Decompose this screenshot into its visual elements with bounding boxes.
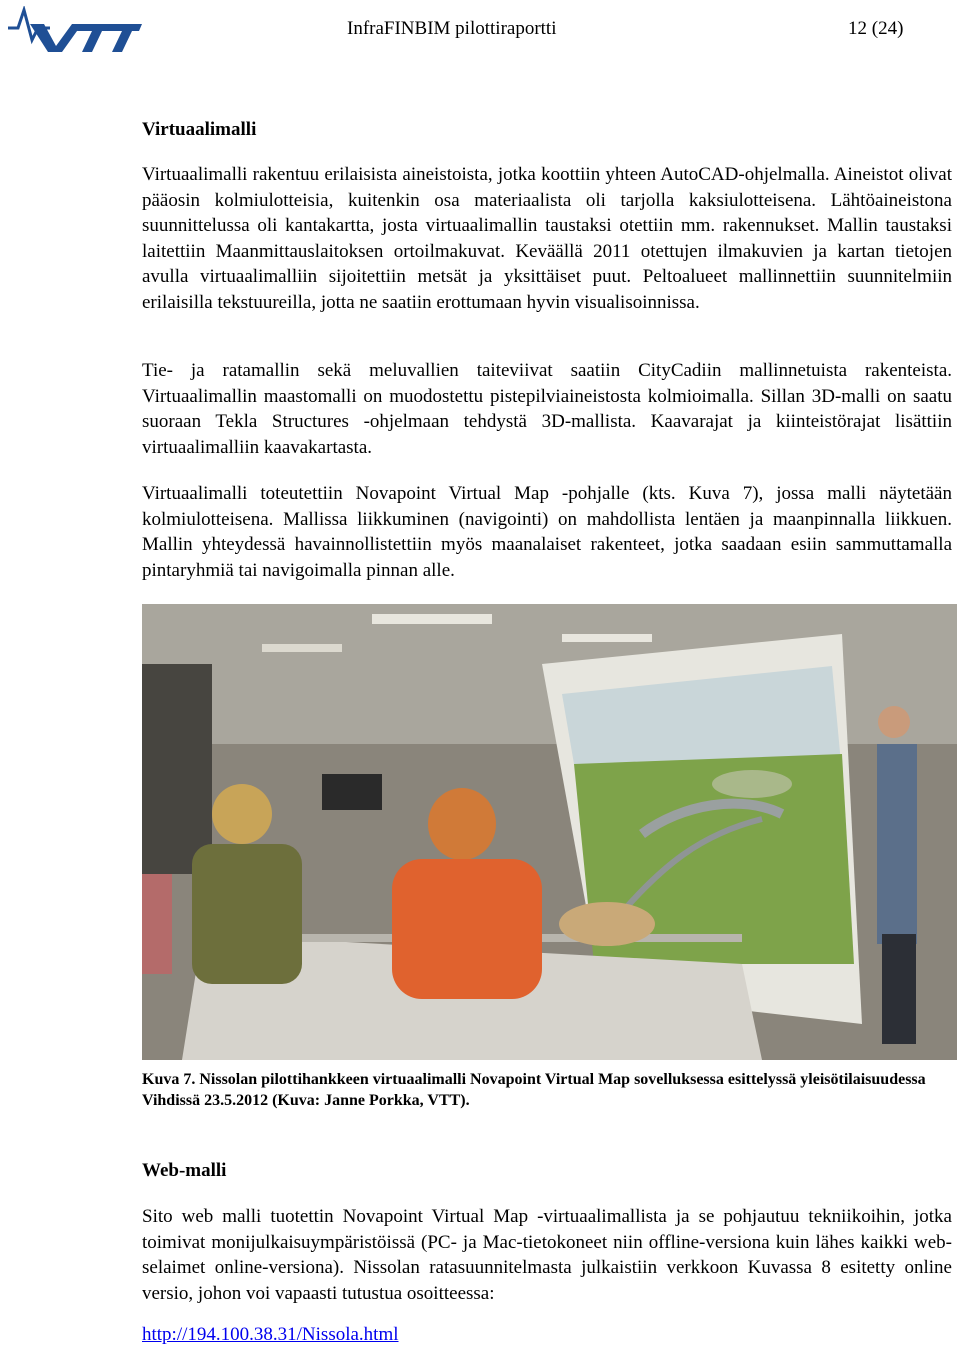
section-title-virtuaalimalli: Virtuaalimalli xyxy=(142,119,257,140)
page-header xyxy=(0,0,960,70)
paragraph-2: Tie- ja ratamallin sekä meluvallien taiteviivat saatiin CityCadiin mallinnetuista rakenteista. Virtuaalimallin maastomalli on muodostettu pistepilviaineistosta kolmioimalla. Sillan 3D-malli on saatu suoraan Tekla Structures -ohjelmaan tehdystä 3D-mallista. Kaavarajat ja kiinteistörajat lisättiin virtuaalimalliin kaavakartasta. xyxy=(142,360,952,458)
nissola-link[interactable]: http://194.100.38.31/Nissola.html xyxy=(142,1324,399,1345)
paragraph-3: Virtuaalimalli toteutettiin Novapoint Virtual Map -pohjalle (kts. Kuva 7), jossa malli näytetään kolmiulotteisena. Mallissa liikkuminen (navigointi) on mahdollista lentäen ja maanpinnalla liikkuen. Mallin yhteydessä havainnollistettiin myös maanalaiset rakenteet, jotka saadaan esiin sammuttamalla pintaryhmiä tai navigoimalla pinnan alle. xyxy=(142,483,952,581)
vtt-logo xyxy=(8,6,143,54)
section-title-web-malli: Web-malli xyxy=(142,1160,227,1181)
page-number: 12 (24) xyxy=(848,18,904,39)
paragraph-1: Virtuaalimalli rakentuu erilaisista aineistoista, jotka koottiin yhteen AutoCAD-ohjelmalla. Aineistot olivat pääosin kolmiulotteisia, kuitenkin osa materiaalista oli tarjolla kaksiulotteisena. Lähtöaineistona suunnittelussa oli kantakartta, josta virtuaalimallin taustaksi otettiin mm. rakennukset. Mallin taustaksi laitettiin Maanmittauslaitoksen ortoilmakuvat. Keväällä 2011 otettujen ilmakuvien ja kartan tietojen avulla virtuaalimalliin sijoitettiin metsät ja yksittäiset puut. Peltoalueet mallinnettiin suunnitelmiin erilaisilla tekstuureilla, jotta ne saatiin erottumaan hyvin visualisoinnissa. xyxy=(142,164,952,313)
presentation-photo-illustration xyxy=(142,604,957,1060)
paragraph-4: Sito web malli tuotettin Novapoint Virtual Map -virtuaalimallista ja se pohjautuu tekniikoihin, jotka toimivat monijulkaisuympäristöissä (PC- ja Mac-tietokoneet niin offline-versiona kuin lähes kaikki web-selaimet online-versiona). Nissolan ratasuunnitelmasta julkaistiin verkkoon Kuvassa 8 esitetty online versio, johon voi vapaasti tutustua osoitteessa: xyxy=(142,1206,952,1304)
photo-presentation xyxy=(142,604,957,1060)
header-title: InfraFINBIM pilottiraportti xyxy=(347,18,557,39)
figure-caption: Kuva 7. Nissolan pilottihankkeen virtuaalimalli Novapoint Virtual Map sovelluksessa esittelyssä yleisötilaisuudessa Vihdissä 23.5.2012 (Kuva: Janne Porkka, VTT). xyxy=(142,1071,926,1109)
